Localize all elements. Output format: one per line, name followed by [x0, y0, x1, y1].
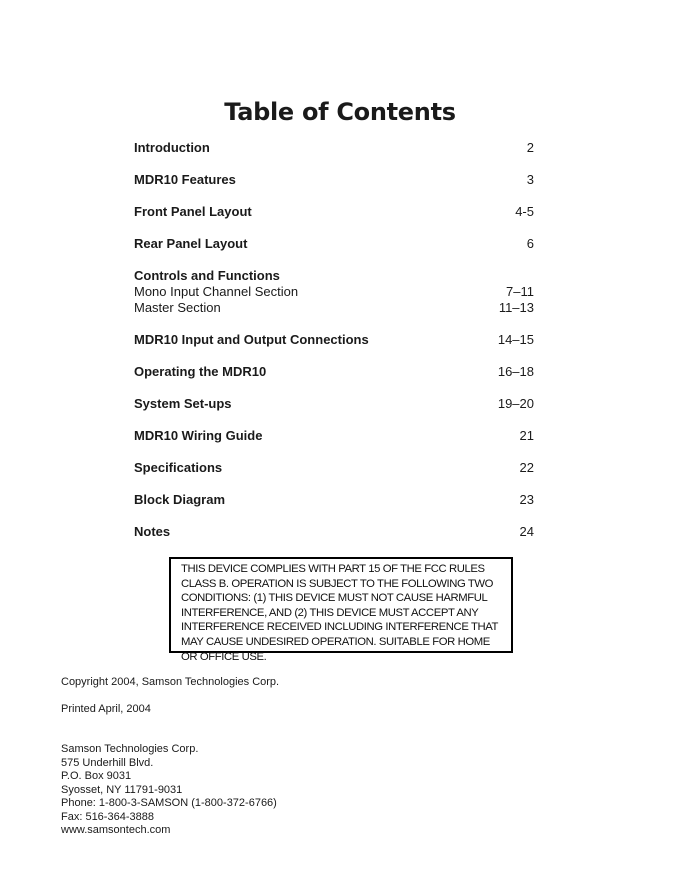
toc-entry-title: MDR10 Features	[134, 172, 236, 187]
address-company: Samson Technologies Corp.	[61, 743, 199, 755]
toc-subentry-page: 7–11	[506, 284, 534, 299]
copyright-text: Copyright 2004, Samson Technologies Corp.	[61, 676, 280, 688]
toc-entry-title: Introduction	[134, 140, 210, 155]
printed-date: Printed April, 2004	[61, 703, 151, 715]
toc-entry	[134, 428, 534, 444]
page-title: Table of Contents	[224, 98, 456, 127]
toc-list	[134, 140, 534, 556]
toc-entry-page: 24	[519, 524, 534, 539]
address-city: Syosset, NY 11791-9031	[61, 783, 183, 796]
toc-subentry-page: 11–13	[498, 300, 534, 315]
toc-entry-title: Front Panel Layout	[134, 204, 252, 219]
toc-entry-title: Notes	[134, 524, 171, 539]
toc-entry-title: Block Diagram	[134, 492, 226, 507]
fcc-notice-text: THIS DEVICE COMPLIES WITH PART 15 OF THE FCC RULES CLASS B. OPERATION IS SUBJECT TO THE FOLLOWING TWO CONDITIONS: (1) THIS DEVICE MUST NOT CAUSE HARMFUL INTERFERENCE, AND (2) THIS DEVICE MUST ACCEPT ANY INTERFERENCE RECEIVED INCLUDING INTERFERENCE THAT MAY CAUSE UNDESIRED OPERATION. SUITABLE FOR HOME OR OFFICE USE.	[181, 563, 498, 663]
address-po-box: P.O. Box 9031	[61, 770, 132, 782]
toc-entry-page: 2	[526, 140, 534, 155]
toc-entry	[134, 172, 534, 188]
address-fax: Fax: 516-364-3888	[61, 810, 154, 823]
toc-entry-page: 14–15	[497, 332, 534, 347]
toc-entry-title: Controls and Functions	[134, 268, 280, 283]
toc-entry-title: MDR10 Wiring Guide	[134, 428, 263, 443]
toc-subentry-title: Master Section	[134, 300, 221, 315]
toc-entry	[134, 492, 534, 508]
toc-entry-title: System Set-ups	[134, 396, 232, 411]
toc-entry	[134, 332, 534, 348]
toc-entry	[134, 140, 534, 156]
toc-entry-page: 16–18	[497, 364, 534, 379]
toc-entry	[134, 396, 534, 412]
toc-entry	[134, 460, 534, 476]
company-address	[61, 743, 277, 838]
toc-entry-page: 22	[519, 460, 534, 475]
toc-entry	[134, 236, 534, 252]
toc-entry	[134, 364, 534, 380]
toc-entry-title: MDR10 Input and Output Connections	[134, 332, 369, 347]
toc-entry-title: Specifications	[134, 460, 223, 475]
toc-entry-page: 19–20	[497, 396, 534, 411]
toc-entry	[134, 204, 534, 220]
toc-entry	[134, 268, 534, 316]
fcc-notice-box	[169, 557, 513, 663]
toc-entry-title: Rear Panel Layout	[134, 236, 248, 251]
address-web: www.samsontech.com	[61, 824, 171, 836]
toc-entry-page: 3	[526, 172, 534, 187]
toc-subentry-title: Mono Input Channel Section	[134, 284, 299, 299]
toc-entry-page: 4-5	[515, 204, 534, 219]
address-phone: Phone: 1-800-3-SAMSON (1-800-372-6766)	[61, 797, 277, 809]
toc-entry-page: 23	[519, 492, 534, 507]
toc-entry	[134, 524, 534, 540]
toc-entry-title: Operating the MDR10	[134, 364, 267, 379]
toc-entry-page: 6	[526, 236, 534, 251]
address-street: 575 Underhill Blvd.	[61, 756, 154, 769]
toc-entry-page: 21	[519, 428, 534, 443]
